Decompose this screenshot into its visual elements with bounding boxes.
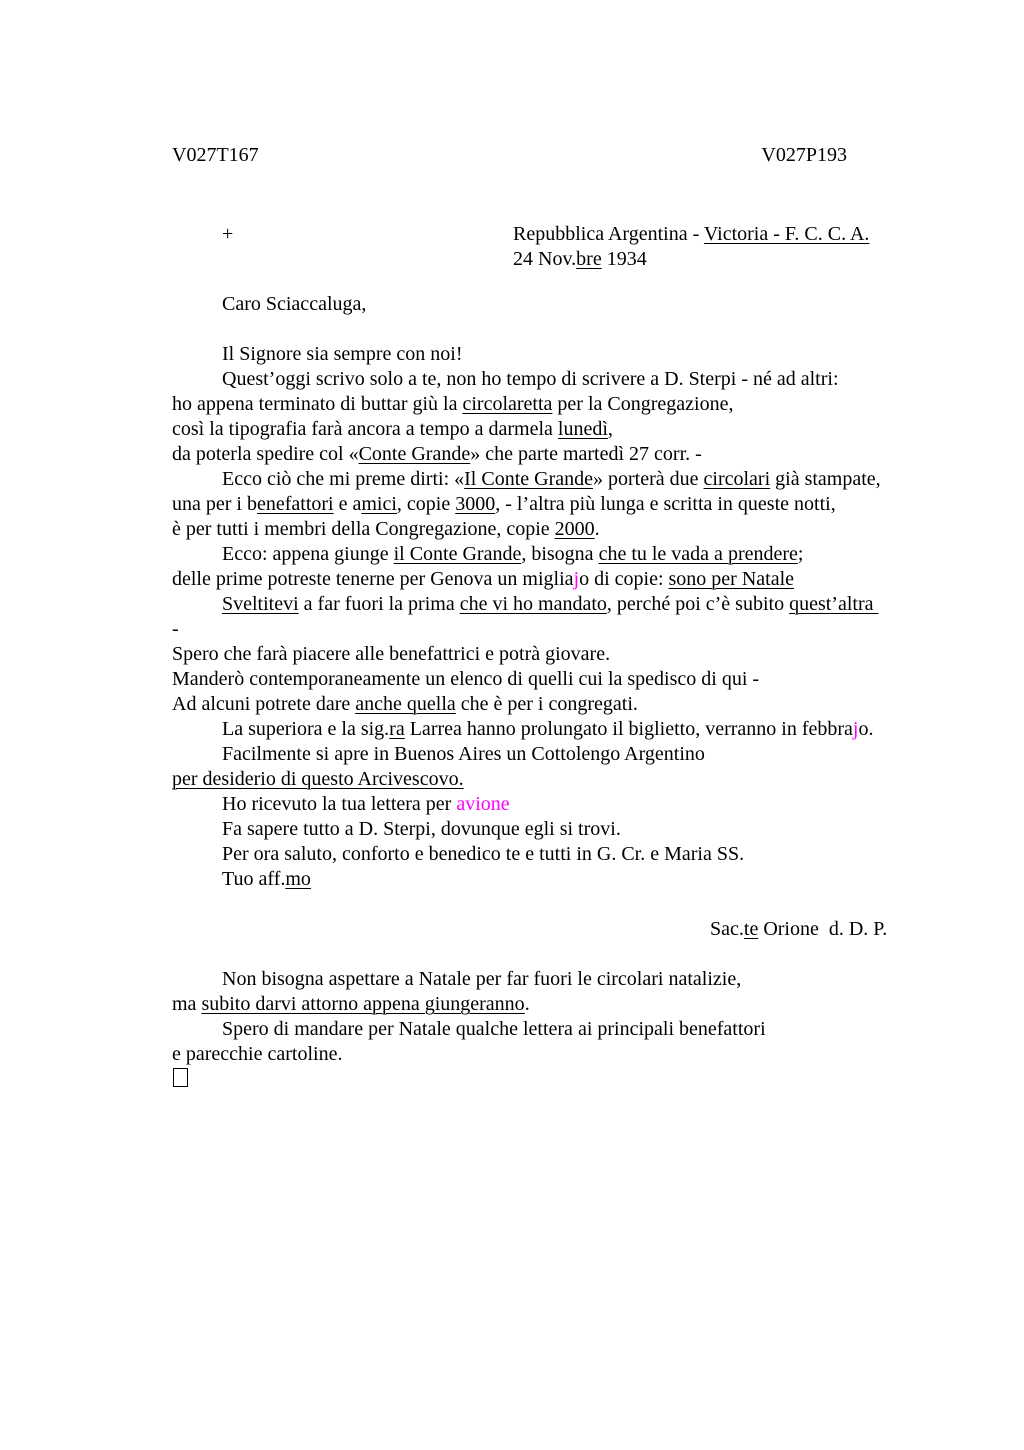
- text-run: Larrea hanno prolungato il biglietto, verranno in febbra: [404, 718, 853, 740]
- letter-line: [172, 817, 1004, 842]
- text-run: Il Signore sia sempre con noi!: [222, 343, 463, 365]
- text-run: una per i b: [172, 493, 257, 515]
- letter-line: [172, 667, 1004, 692]
- text-run: .: [524, 993, 530, 1015]
- underlined-text: circolaretta: [462, 393, 553, 415]
- underlined-text: il Conte Grande: [393, 543, 522, 565]
- underlined-text: quest’altra: [789, 593, 879, 615]
- letter-line: [172, 442, 1004, 467]
- text-run: o.: [858, 718, 874, 740]
- underlined-text: circolari: [703, 468, 771, 490]
- letter-line: [172, 1042, 1004, 1067]
- text-run: Orione d. D. P.: [758, 918, 888, 940]
- text-run: Ho ricevuto la tua lettera per: [222, 793, 457, 815]
- letter-line: [172, 867, 1004, 892]
- letter-line: [172, 292, 1004, 317]
- underlined-text: sono per Natale: [668, 568, 795, 590]
- text-run: Manderò contemporaneamente un elenco di quelli cui la spedisco di qui -: [172, 668, 760, 690]
- text-run: ;: [797, 543, 804, 565]
- letter-line: [172, 392, 1004, 417]
- letter-line: [172, 542, 1004, 567]
- text-run: così la tipografia farà ancora a tempo a darmela: [172, 418, 558, 440]
- text-run: Spero che farà piacere alle benefattrici e potrà giovare.: [172, 643, 611, 665]
- blank-line: [172, 892, 1004, 917]
- underlined-text: mo: [285, 868, 311, 890]
- letter-line: [172, 742, 1004, 767]
- text-run: Quest’oggi scrivo solo a te, non ho tempo di scrivere a D. Sterpi - né ad altri:: [222, 368, 839, 390]
- text-run: La superiora e la sig.: [222, 718, 390, 740]
- text-run: , perché poi c’è subito: [606, 593, 790, 615]
- text-run: Spero di mandare per Natale qualche lettera ai principali benefattori: [222, 1018, 766, 1040]
- letter-line: [172, 467, 1004, 492]
- blank-line: [172, 942, 1004, 967]
- text-run: Ecco: appena giunge: [222, 543, 394, 565]
- letterhead-block: [0, 222, 1024, 272]
- text-run: » che parte martedì 27 corr. -: [470, 443, 702, 465]
- underlined-text: Il Conte Grande: [464, 468, 593, 490]
- text-run: , bisogna: [521, 543, 599, 565]
- text-run: o di copie:: [579, 568, 669, 590]
- underlined-text: bre: [576, 248, 602, 270]
- letter-line: [172, 992, 1004, 1017]
- text-run: ma: [172, 993, 202, 1015]
- text-run: che è per i congregati.: [455, 693, 638, 715]
- text-run: Facilmente si apre in Buenos Aires un Cottolengo Argentino: [222, 743, 705, 765]
- underlined-text: subito darvi attorno appena giungeranno: [201, 993, 525, 1015]
- text-run: Repubblica Argentina -: [513, 223, 704, 245]
- underlined-text: che vi ho mandato: [459, 593, 607, 615]
- text-run: Ecco ciò che mi preme dirti: «: [222, 468, 465, 490]
- letter-line: [172, 517, 1004, 542]
- text-run: a far fuori la prima: [298, 593, 460, 615]
- correction-text: j: [573, 568, 580, 590]
- underlined-text: Conte Grande: [358, 443, 471, 465]
- text-run: per la Congregazione,: [552, 393, 734, 415]
- document-header: [0, 0, 1024, 168]
- underlined-text: 2000: [554, 518, 595, 540]
- underlined-text: Victoria - F. C. C. A.: [703, 223, 870, 245]
- blank-line: [172, 317, 1004, 342]
- text-run: da poterla spedire col «: [172, 443, 359, 465]
- text-run: , - l’altra più lunga e scritta in queste notti,: [495, 493, 836, 515]
- doc-code-left: V027T167: [172, 144, 259, 166]
- cross-mark: +: [222, 223, 234, 245]
- letterhead-place-line: [513, 222, 1024, 247]
- letter-line: [172, 642, 1004, 667]
- underlined-text: lunedì: [557, 418, 608, 440]
- correction-text: avione: [456, 793, 510, 815]
- letter-line: [172, 567, 1004, 592]
- text-run: Sac.: [710, 918, 744, 940]
- text-run: è per tutti i membri della Congregazione, copie: [172, 518, 555, 540]
- correction-text: j: [852, 718, 859, 740]
- empty-square-line: [172, 1067, 1004, 1092]
- letterhead-date-line: [513, 247, 1024, 272]
- text-run: 1934: [601, 248, 647, 270]
- underlined-text: enefattori: [256, 493, 334, 515]
- text-run: Tuo aff.: [222, 868, 286, 890]
- text-run: delle prime potreste tenerne per Genova un miglia: [172, 568, 574, 590]
- letter-line: [172, 767, 1004, 792]
- text-run: già stampate,: [770, 468, 881, 490]
- text-run: Non bisogna aspettare a Natale per far fuori le circolari natalizie,: [222, 968, 742, 990]
- text-run: -: [172, 618, 179, 640]
- text-run: Ad alcuni potrete dare: [172, 693, 356, 715]
- text-run: , copie: [396, 493, 456, 515]
- underlined-text: ra: [389, 718, 405, 740]
- text-run: » porterà due: [593, 468, 704, 490]
- letter-line: [172, 792, 1004, 817]
- underlined-text: mici: [361, 493, 397, 515]
- letter-line: [172, 492, 1004, 517]
- underlined-text: che tu le vada a prendere: [598, 543, 798, 565]
- letter-line: [172, 617, 1004, 642]
- text-run: ,: [607, 418, 613, 440]
- letter-body: [172, 292, 1004, 1092]
- text-run: ho appena terminato di buttar giù la: [172, 393, 463, 415]
- underlined-text: te: [743, 918, 759, 940]
- signature-line: [172, 917, 1004, 942]
- text-run: e parecchie cartoline.: [172, 1043, 343, 1065]
- text-run: e a: [333, 493, 362, 515]
- letter-line: [172, 367, 1004, 392]
- letter-line: [172, 592, 1004, 617]
- letter-line: [172, 842, 1004, 867]
- text-run: Caro Sciaccaluga,: [222, 293, 367, 315]
- underlined-text: Sveltitevi: [222, 593, 299, 615]
- underlined-text: per desiderio di questo Arcivescovo.: [172, 768, 464, 790]
- underlined-text: anche quella: [355, 693, 456, 715]
- letter-line: [172, 717, 1004, 742]
- empty-square-icon: [173, 1068, 188, 1087]
- text-run: 24 Nov.: [513, 248, 577, 270]
- text-run: .: [594, 518, 600, 540]
- letter-line: [172, 1017, 1004, 1042]
- text-run: Per ora saluto, conforto e benedico te e tutti in G. Cr. e Maria SS.: [222, 843, 745, 865]
- doc-code-right: V027P193: [761, 144, 847, 166]
- letterhead-lines: [513, 222, 1024, 272]
- letter-line: [172, 342, 1004, 367]
- letter-line: [172, 967, 1004, 992]
- underlined-text: 3000: [455, 493, 496, 515]
- letter-line: [172, 692, 1004, 717]
- letter-line: [172, 417, 1004, 442]
- text-run: Fa sapere tutto a D. Sterpi, dovunque egli si trovi.: [222, 818, 621, 840]
